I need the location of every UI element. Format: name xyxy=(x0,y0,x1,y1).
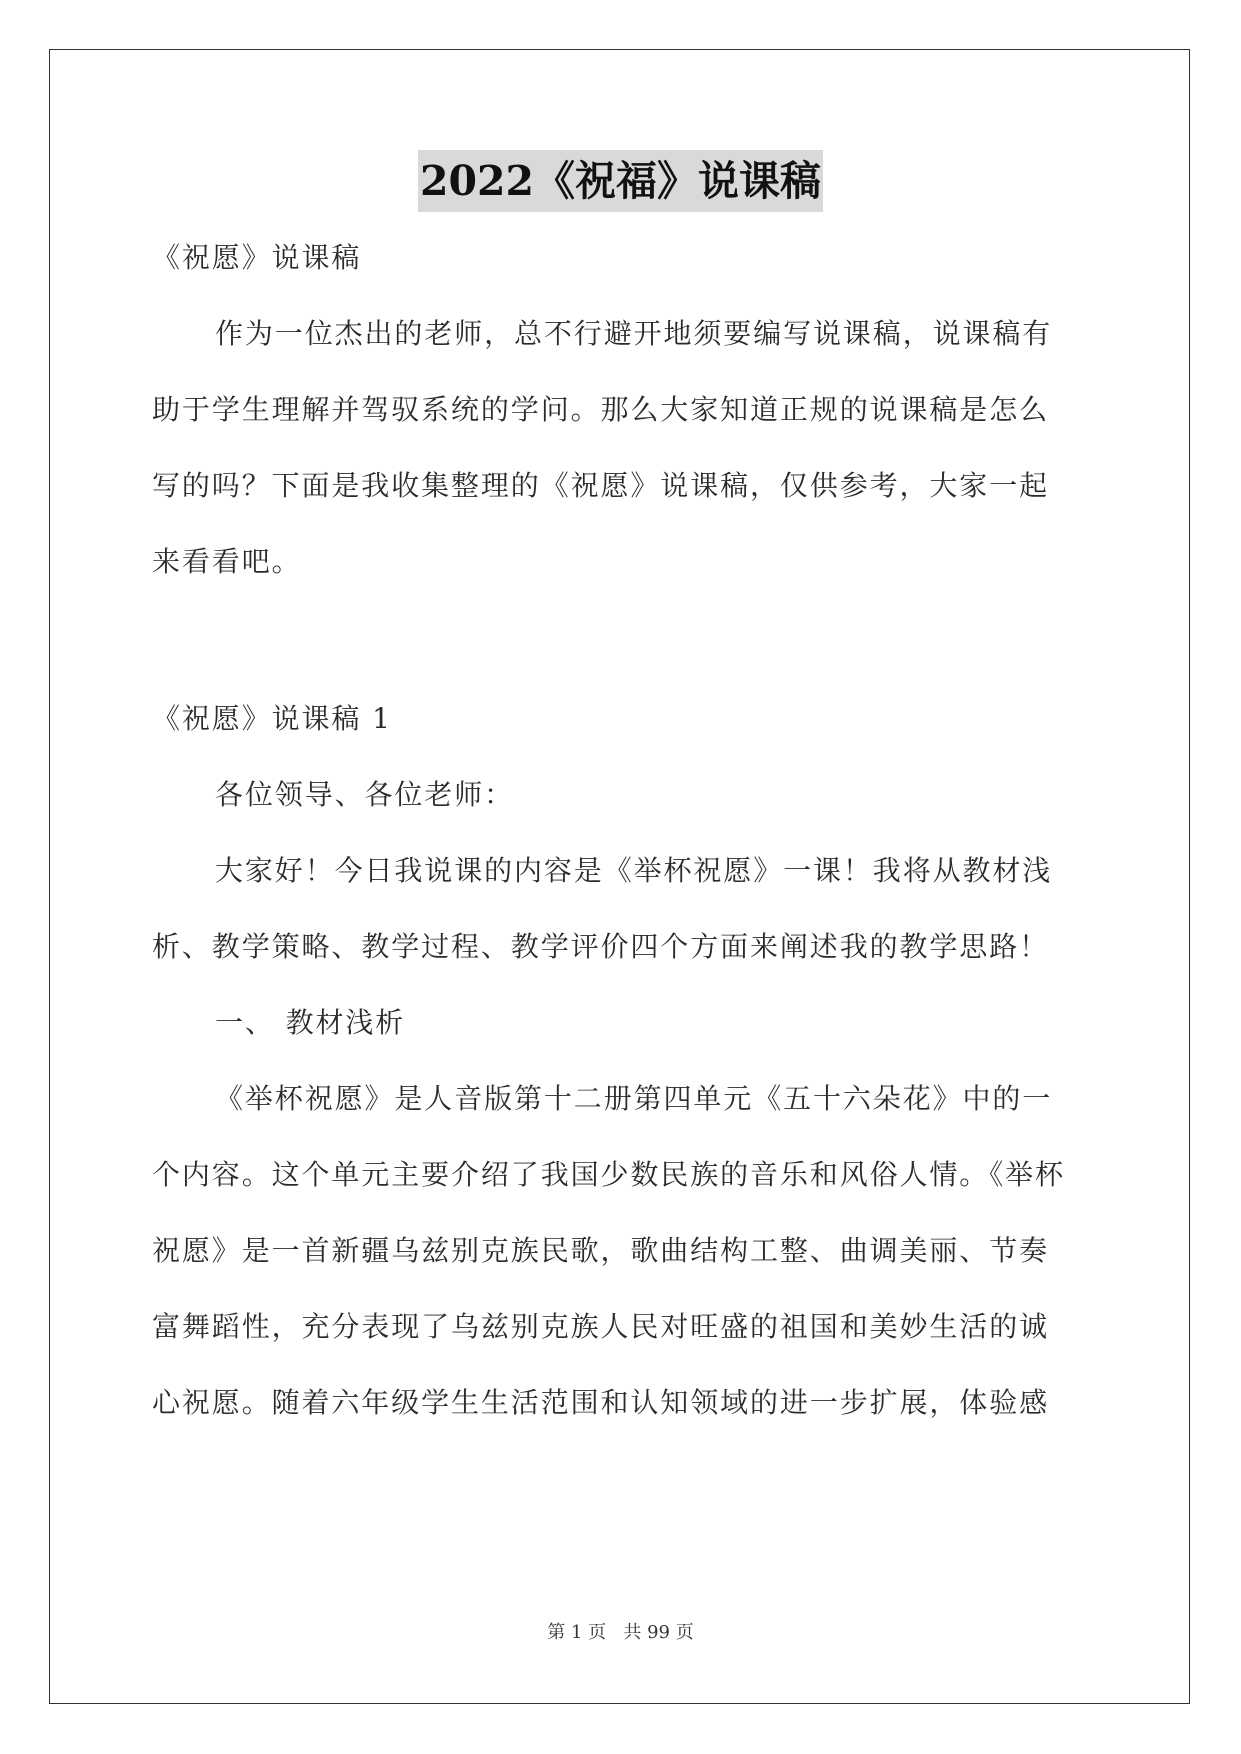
paragraph-line: 大家好！今日我说课的内容是《举杯祝愿》一课！我将从教材浅 xyxy=(215,854,1053,887)
title-container xyxy=(0,150,1241,212)
paragraph-line: 富舞蹈性，充分表现了乌兹别克族人民对旺盛的祖国和美妙生活的诚 xyxy=(152,1310,1050,1343)
paragraph-line: 来看看吧。 xyxy=(152,545,302,578)
document-title: 2022《祝福》说课稿 xyxy=(418,150,823,212)
paragraph-line: 心祝愿。随着六年级学生生活范围和认知领域的进一步扩展，体验感 xyxy=(152,1386,1050,1419)
section-heading: 《祝愿》说课稿 1 xyxy=(152,702,392,735)
section-heading: 《祝愿》说课稿 xyxy=(152,241,362,274)
page-number: 第 1 页 xyxy=(547,1622,607,1643)
paragraph-line: 作为一位杰出的老师，总不行避开地须要编写说课稿，说课稿有 xyxy=(215,317,1053,350)
page-footer xyxy=(0,1621,1241,1645)
paragraph-line: 助于学生理解并驾驭系统的学问。那么大家知道正规的说课稿是怎么 xyxy=(152,393,1050,426)
total-pages: 共 99 页 xyxy=(623,1622,694,1643)
paragraph-line: 《举杯祝愿》是人音版第十二册第四单元《五十六朵花》中的一 xyxy=(215,1082,1053,1115)
subsection-heading: 一、 教材浅析 xyxy=(215,1006,406,1039)
paragraph-line: 各位领导、各位老师： xyxy=(215,778,515,811)
paragraph-line: 个内容。这个单元主要介绍了我国少数民族的音乐和风俗人情。《举杯 xyxy=(152,1158,1065,1191)
paragraph-line: 祝愿》是一首新疆乌兹别克族民歌，歌曲结构工整、曲调美丽、节奏 xyxy=(152,1234,1050,1267)
paragraph-line: 析、教学策略、教学过程、教学评价四个方面来阐述我的教学思路！ xyxy=(152,930,1050,963)
paragraph-line: 写的吗？下面是我收集整理的《祝愿》说课稿，仅供参考，大家一起 xyxy=(152,469,1050,502)
